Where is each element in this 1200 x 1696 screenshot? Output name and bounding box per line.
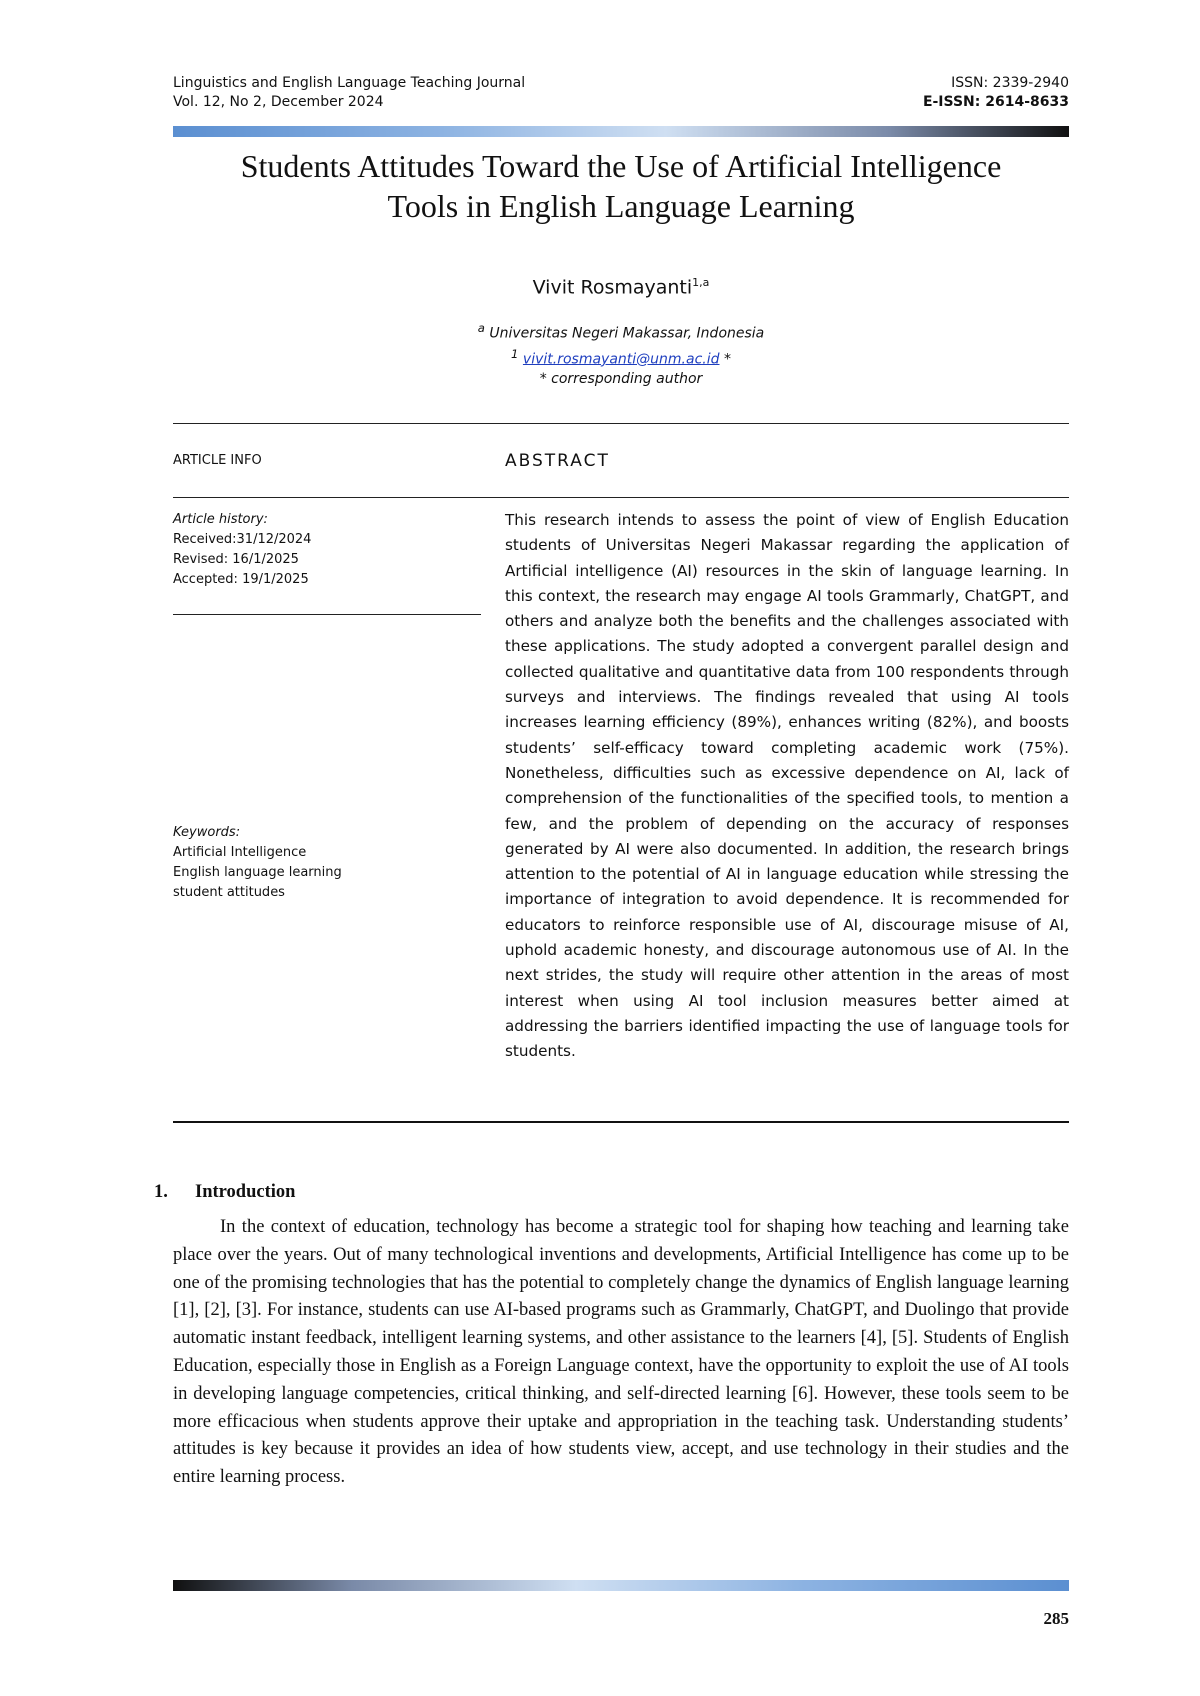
title-line-1: Students Attitudes Toward the Use of Artificial Intelligence [240, 148, 1002, 184]
affiliation-block [173, 318, 1069, 389]
rule-bottom [173, 1121, 1069, 1123]
keywords-heading: Keywords: [173, 825, 241, 840]
section-title: Introduction [195, 1182, 296, 1202]
page-number: 285 [1043, 1609, 1069, 1628]
author-name: Vivit Rosmayanti [532, 276, 693, 299]
introduction-heading [154, 1182, 295, 1203]
keyword-item: Artificial Intelligence [173, 845, 307, 860]
paper-title [173, 146, 1069, 226]
received-date: Received:31/12/2024 [173, 532, 312, 547]
revised-date: Revised: 16/1/2025 [173, 552, 299, 567]
accepted-date: Accepted: 19/1/2025 [173, 572, 309, 587]
keyword-item: English language learning [173, 865, 342, 880]
introduction-paragraph: In the context of education, technology has become a strategic tool for shaping how teaching and learning take place over the years. Out of many technological inventions and developments, Artificial Intelligence has come up to be one of the promising technologies that has the potential to completely change the dynamics of English language learning [1], [2], [3]. For instance, students can use AI-based programs such as Grammarly, ChatGPT, and Duolingo that provide automatic instant feedback, intelligent learning systems, and other assistance to the learners [4], [5]. Students of English Education, especially those in English as a Foreign Language context, have the opportunity to exploit the use of AI tools in developing language competencies, critical thinking, and self-directed learning [6]. However, these tools seem to be more efficacious when students approve their uptake and appropriation in the teaching task. Understanding students’ attitudes is key because it provides an idea of how students view, accept, and use technology in their studies and the entire learning process. [173, 1217, 1069, 1488]
journal-header [173, 74, 525, 112]
author-superscript: 1,a [692, 276, 710, 289]
title-line-2: Tools in English Language Learning [387, 188, 855, 224]
history-rule [173, 614, 481, 615]
header-gradient-bar [173, 126, 1069, 137]
corresponding-author-note: * corresponding author [539, 371, 703, 388]
issn-block [923, 74, 1069, 112]
abstract-label: ABSTRACT [505, 451, 610, 471]
article-info-label: ARTICLE INFO [173, 453, 262, 468]
footer-gradient-bar [173, 1580, 1069, 1591]
email-sup: 1 [511, 346, 519, 361]
affiliation-institution: Universitas Negeri Makassar, Indonesia [489, 325, 765, 342]
issn: ISSN: 2339-2940 [951, 75, 1069, 91]
email-line [173, 344, 1069, 370]
affiliation-line [173, 318, 1069, 344]
article-history [173, 510, 311, 590]
rule-top [173, 423, 1069, 424]
journal-volume: Vol. 12, No 2, December 2024 [173, 94, 384, 110]
abstract-text: This research intends to assess the point of view of English Education students of Universitas Negeri Makassar regarding the application of Artificial intelligence (AI) resources in the skin of language learning. In this context, the research may engage AI tools Grammarly, ChatGPT, and others and analyze both the benefits and the challenges associated with these applications. The study adopted a convergent parallel design and collected qualitative and quantitative data from 100 respondents through surveys and interviews. The findings revealed that using AI tools increases learning efficiency (89%), enhances writing (82%), and boosts students’ self-efficacy toward completing academic work (75%). Nonetheless, difficulties such as excessive dependence on AI, lack of comprehension of the functionalities of the specified tools, to mention a few, and the problem of depending on the accuracy of responses generated by AI were also documented. In addition, the research brings attention to the potential of AI in language education while stressing the importance of integration to avoid dependence. It is recommended for educators to reinforce responsible use of AI, discourage misuse of AI, uphold academic honesty, and discourage autonomous use of AI. In the next strides, the study will require other attention in the areas of most interest when using AI tool inclusion measures better aimed at addressing the barriers identified impacting the use of language tools for students. [505, 511, 1069, 1061]
e-issn: E-ISSN: 2614-8633 [922, 94, 1069, 110]
journal-name: Linguistics and English Language Teaching Journal [173, 75, 526, 91]
affiliation-sup: a [477, 321, 485, 335]
author-email-link[interactable]: vivit.rosmayanti@unm.ac.id [522, 351, 720, 368]
rule-under-labels [173, 497, 1069, 498]
keyword-item: student attitudes [173, 885, 285, 900]
email-mark: * [723, 351, 731, 368]
author-line [173, 276, 1069, 298]
history-heading: Article history: [173, 512, 268, 527]
section-number: 1. [154, 1182, 168, 1202]
keywords-block [173, 823, 342, 903]
